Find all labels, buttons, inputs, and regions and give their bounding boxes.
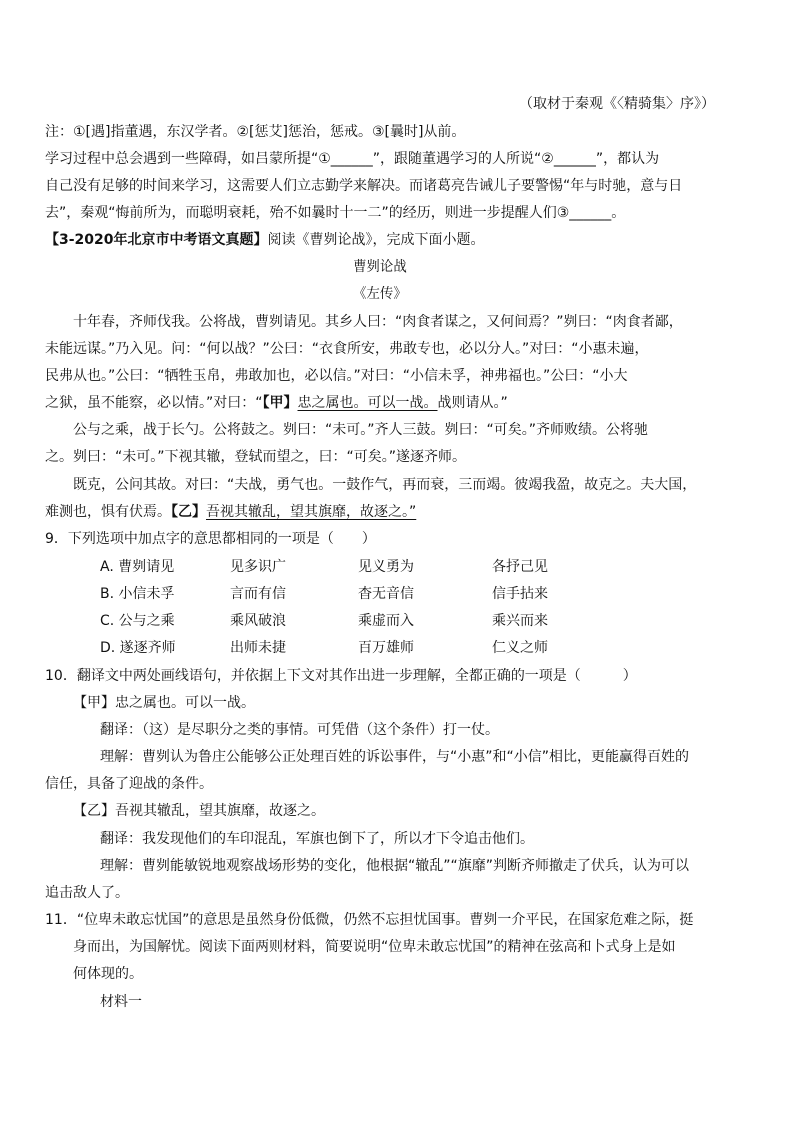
passage-line [45,394,508,412]
q10-yi-sentence: 【乙】吾视其辙乱，望其旗靡，故逐之。 [73,803,325,819]
section-tag: 【3-2020年北京市中考语文真题】 [45,232,268,248]
material-label: 材料一 [100,994,142,1010]
underlined-sentence-yi: 吾视其辙乱，望其旗靡，故逐之。 [206,504,409,520]
q9-option-b: B. 小信未孚 [100,586,175,602]
text-span: 难测也，惧有伏焉。 [45,504,171,520]
q9-option-b-word4: 信手拈来 [492,586,548,602]
section-intro: 阅读《曹刿论战》，完成下面小题。 [267,232,485,248]
passage-line: 民弗从也。”公曰：“牺牲玉帛，弗敢加也，必以信。”对曰：“小信未孚，神弗福也。”公曰：“小大 [45,368,628,384]
q10-yi-understanding: 理解：曹刿能敏锐地观察战场形势的变化，他根据“辙乱”“旗靡”判断齐师撤走了伏兵，认为可以 [100,858,690,874]
q9-option-c-word2: 乘风破浪 [230,613,286,629]
q9-option-a: A. 曹刿请见 [100,559,175,575]
q10-yi-translation: 翻译：我发现他们的车印混乱，军旗也倒下了，所以才下令追击他们。 [100,831,534,847]
question-11-line: 何体现的。 [73,966,143,982]
passage-line [45,503,416,521]
q10-jia-sentence: 【甲】忠之属也。可以一战。 [73,695,255,711]
passage-line: 未能远谋。”乃入见。问：“何以战？”公曰：“衣食所安，弗敢专也，必以分人。”对曰：“小惠未遍， [45,341,649,357]
question-11-line: 身而出，为国解忧。阅读下面两则材料，简要说明“位卑未敢忘忧国”的精神在弦高和卜式身上是如 [73,939,676,955]
passage-title: 曹刿论战 [353,259,407,275]
passage-line: 既克，公问其故。对曰：“夫战，勇气也。一鼓作气，再而衰，三而竭。彼竭我盈，故克之。夫大国， [73,477,697,493]
text-span: ” [409,504,417,520]
annotation-notes: 注：①[遇]指董遇，东汉学者。②[惩艾]惩治，惩戒。③[曩时]从前。 [45,124,466,140]
q9-option-a-word3: 见义勇为 [358,559,414,575]
marker-yi: 【乙】 [171,504,206,520]
q9-option-c-word4: 乘兴而来 [492,613,548,629]
q9-option-c-word3: 乘虚而入 [358,613,414,629]
passage-line: 十年春，齐师伐我。公将战，曹刿请见。其乡人曰：“肉食者谋之，又何间焉？”刿曰：“肉食者鄙， [73,314,683,330]
text-span: 之狱，虽不能察，必以情。”对曰：“ [45,395,263,411]
q9-option-d-word2: 出师未捷 [230,640,286,656]
question-10-stem: 10．翻译文中两处画线语句，并依据上下文对其作出进一步理解，全都正确的一项是（ ） [45,668,637,684]
passage-line: 之。刿曰：“未可。”下视其辙，登轼而望之，曰：“可矣。”遂逐齐师。 [45,449,467,465]
question-11-stem: 11．“位卑未敢忘忧国”的意思是虽然身份低微，仍然不忘担忧国事。曹刿一介平民，在国家危难之际，挺 [45,912,694,928]
q9-option-b-word3: 杳无音信 [358,586,414,602]
q10-jia-understanding: 理解：曹刿认为鲁庄公能够公正处理百姓的诉讼事件，与“小惠”和“小信”相比，更能赢得百姓的 [100,749,690,765]
paragraph-line: 去”，秦观“悔前所为，而聪明衰耗，殆不如曩时十一二”的经历，则进一步提醒人们③______。 [45,205,626,221]
passage-line: 公与之乘，战于长勺。公将鼓之。刿曰：“未可。”齐人三鼓。刿曰：“可矣。”齐师败绩。公将驰 [73,422,649,438]
q10-yi-understanding-cont: 追击敌人了。 [45,885,129,901]
paragraph-line: 自己没有足够的时间来学习，这需要人们立志勤学来解决。而诸葛亮告诫儿子要警惕“年与时驰，意与日 [45,178,683,194]
q9-option-a-word4: 各抒己见 [492,559,548,575]
q9-option-a-word2: 见多识广 [230,559,286,575]
q10-jia-understanding-cont: 信任，具备了迎战的条件。 [45,776,213,792]
q9-option-d: D. 遂逐齐师 [100,640,176,656]
q9-option-c: C. 公与之乘 [100,613,175,629]
section-heading [45,231,485,249]
text-span: 战则请从。” [437,395,508,411]
underlined-sentence-jia: 忠之属也。可以一战。 [297,395,438,411]
question-9-stem: 9．下列选项中加点字的意思都相同的一项是（ ） [45,531,376,547]
q10-jia-translation: 翻译：（这）是尽职分之类的事情。可凭借（这个条件）打一仗。 [100,722,499,738]
marker-jia: 【甲】 [262,395,298,411]
q9-option-b-word2: 言而有信 [230,586,286,602]
paragraph-line: 学习过程中总会遇到一些障碍，如吕蒙所提“①______”，跟随董遇学习的人所说“②______”，都认为 [45,151,660,167]
source-citation: （取材于秦观《〈精骑集〉序》） [519,96,715,112]
passage-source: 《左传》 [353,286,407,302]
q9-option-d-word3: 百万雄师 [358,640,414,656]
q9-option-d-word4: 仁义之师 [492,640,548,656]
